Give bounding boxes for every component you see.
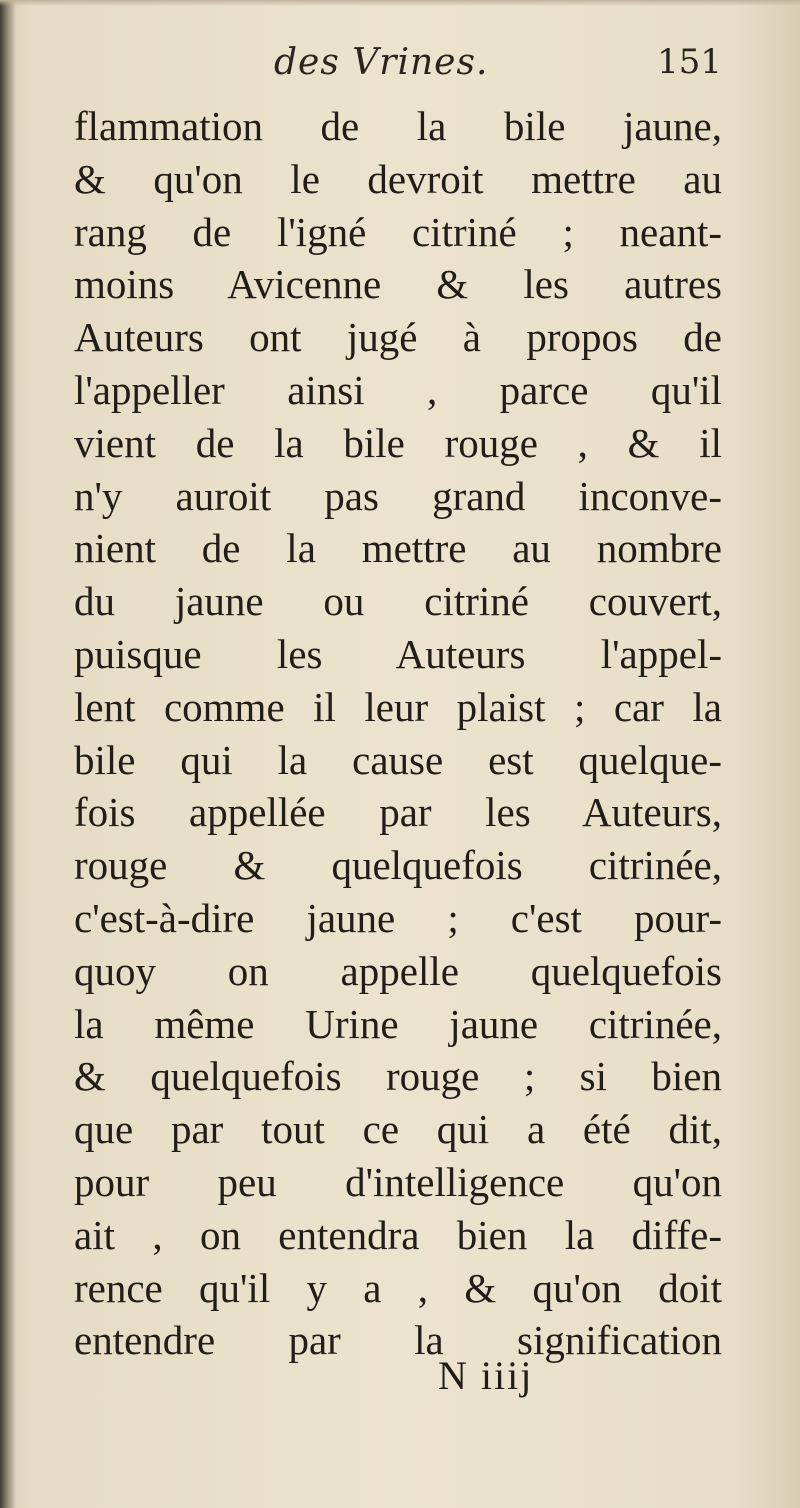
text-line: & quelquefois rouge ; si bien xyxy=(74,1053,722,1100)
text-line: ait , on entendra bien la diffe- xyxy=(74,1211,722,1258)
text-line: pour peu d'intelligence qu'on xyxy=(74,1158,722,1205)
body-text xyxy=(74,100,722,1367)
text-line: c'est-à-dire jaune ; c'est pour- xyxy=(74,894,722,941)
text-line: puisque les Auteurs l'appel- xyxy=(74,630,722,677)
text-line: rouge & quelquefois citrinée, xyxy=(74,842,722,889)
binding-shadow xyxy=(0,0,16,1508)
running-head-title: des Vrines. xyxy=(274,42,489,83)
text-line: entendre par la signification xyxy=(74,1317,722,1364)
text-line: n'y auroit pas grand inconve- xyxy=(74,472,722,519)
text-line: que par tout ce qui a été dit, xyxy=(74,1106,722,1153)
text-line: flammation de la bile jaune, xyxy=(74,103,722,149)
signature-mark: N iiij xyxy=(438,1353,534,1398)
text-line: Auteurs ont jugé à propos de xyxy=(74,314,722,361)
text-line: bile qui la cause est quelque- xyxy=(74,736,722,783)
text-line: moins Avicenne & les autres xyxy=(74,261,722,308)
text-line: & qu'on le devroit mettre au xyxy=(74,155,722,202)
text-line: du jaune ou citriné couvert, xyxy=(74,578,722,625)
running-head xyxy=(74,42,722,98)
text-line: lent comme il leur plaist ; car la xyxy=(74,683,722,730)
text-line: rang de l'igné citriné ; neant- xyxy=(74,208,722,255)
text-line: vient de la bile rouge , & il xyxy=(74,419,722,466)
text-line: la même Urine jaune citrinée, xyxy=(74,1000,722,1047)
text-line: nient de la mettre au nombre xyxy=(74,525,722,572)
text-line: quoy on appelle quelquefois xyxy=(74,947,722,994)
page-top-edge xyxy=(0,0,800,6)
text-line: l'appeller ainsi , parce qu'il xyxy=(74,366,722,413)
text-line: rence qu'il y a , & qu'on doit xyxy=(74,1264,722,1311)
page-number: 151 xyxy=(657,42,722,82)
text-line: fois appellée par les Auteurs, xyxy=(74,789,722,836)
